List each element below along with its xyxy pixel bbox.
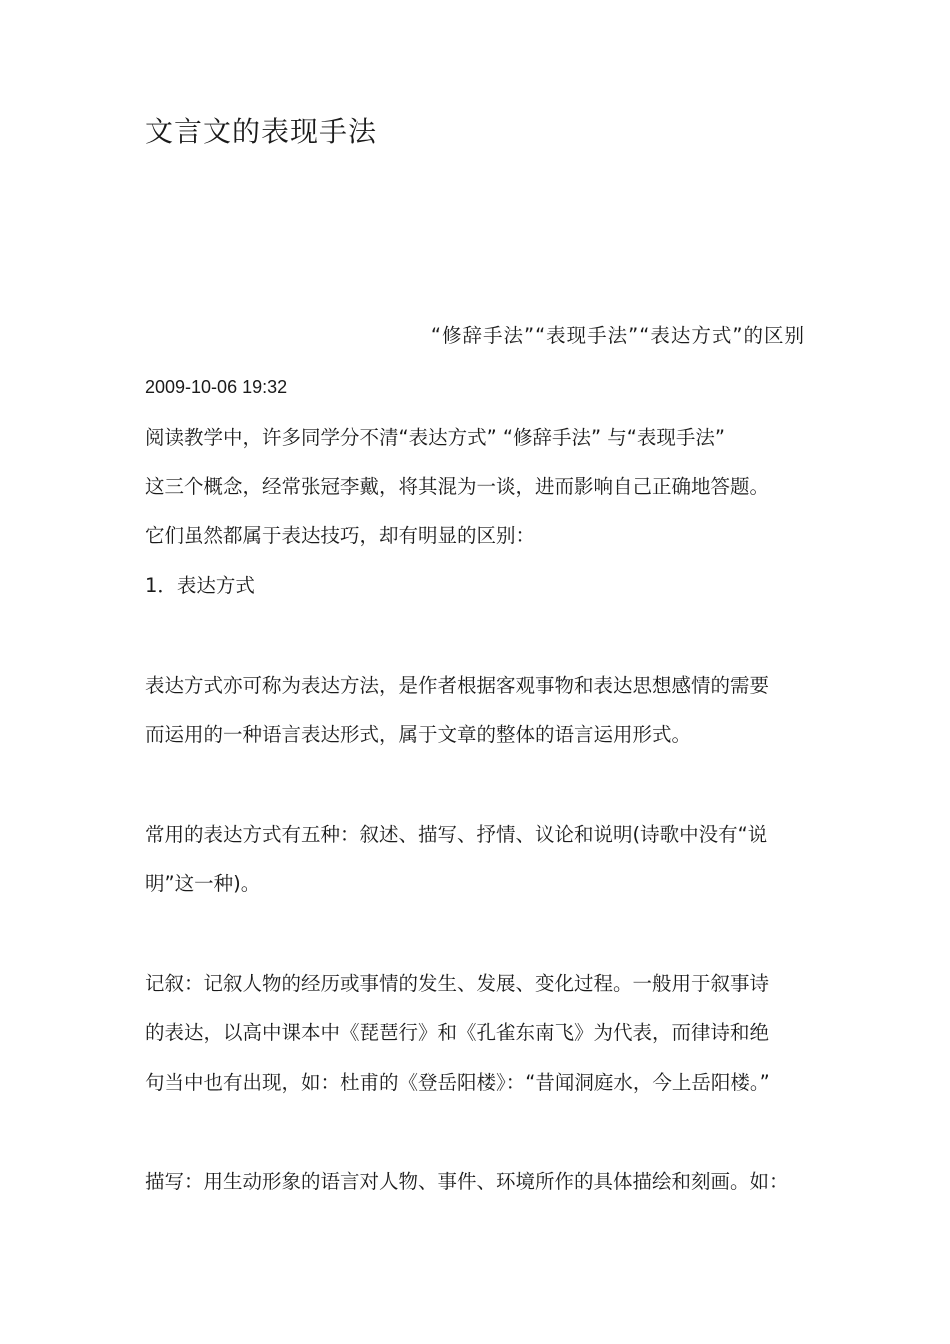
article-heading: “修辞手法”“表现手法”“表达方式”的区别 [430,324,805,347]
article-date: 2009-10-06 19:32 [145,377,288,397]
paragraph-line-11: 句当中也有出现，如：杜甫的《登岳阳楼》：“昔闻洞庭水，今上岳阳楼。” [145,1071,770,1094]
document-title: 文言文的表现手法 [145,115,378,148]
paragraph-line-7: 常用的表达方式有五种：叙述、描写、抒情、议论和说明(诗歌中没有“说 [145,823,768,846]
paragraph-line-1: 阅读教学中，许多同学分不清“表达方式” “修辞手法” 与“表现手法” [145,426,726,449]
paragraph-line-8: 明”这一种)。 [145,872,261,895]
paragraph-line-12: 描写：用生动形象的语言对人物、事件、环境所作的具体描绘和刻画。如： [145,1170,789,1193]
paragraph-line-6: 而运用的一种语言表达形式，属于文章的整体的语言运用形式。 [145,723,692,746]
paragraph-line-3: 它们虽然都属于表达技巧，却有明显的区别： [145,524,536,547]
paragraph-line-2: 这三个概念，经常张冠李戴，将其混为一谈，进而影响自己正确地答题。 [145,475,770,498]
section-heading: 1．表达方式 [145,574,255,597]
paragraph-line-9: 记叙：记叙人物的经历或事情的发生、发展、变化过程。一般用于叙事诗 [145,972,770,995]
paragraph-line-10: 的表达，以高中课本中《琵琶行》和《孔雀东南飞》为代表，而律诗和绝 [145,1021,770,1044]
paragraph-line-5: 表达方式亦可称为表达方法，是作者根据客观事物和表达思想感情的需要 [145,674,770,697]
